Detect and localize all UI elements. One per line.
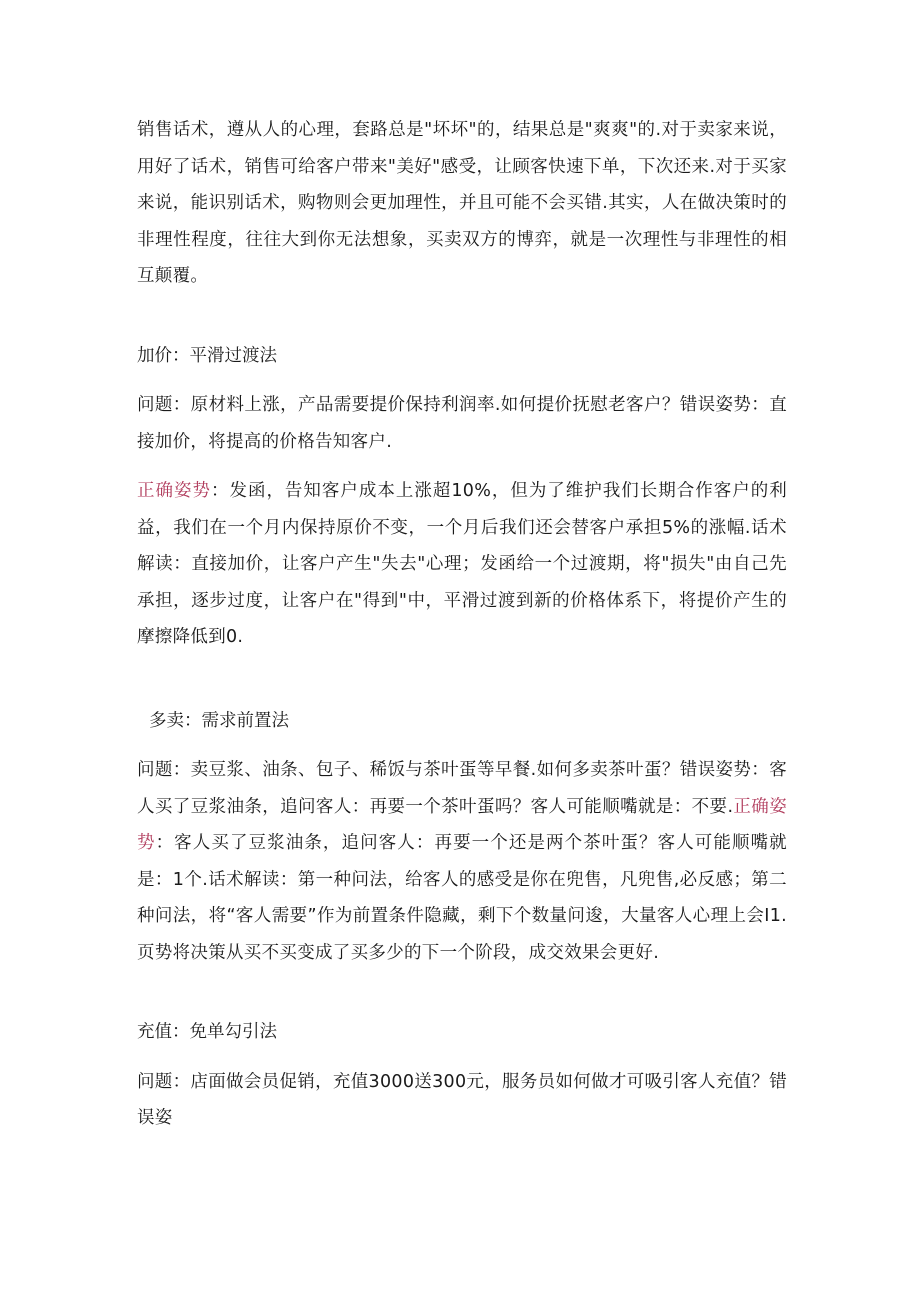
section-upsell-body — [137, 752, 787, 971]
section-title-recharge: 充值：免单勾引法 — [137, 1022, 277, 1042]
correct-approach-label: 正确姿势 — [137, 796, 787, 853]
spacer — [137, 656, 787, 703]
intro-paragraph: 销售话术，遵从人的心理，套路总是"坏坏"的，结果总是"爽爽"的.对于卖家来说，用好了话术，销售可给客户带来"美好"感受，让顾客快速下单，下次还来.对于买家来说，能识别话术，购物则会更加理性，并且可能不会买错.其实，人在做决策时的非理性程度，往往大到你无法想象，买卖双方的博弈，就是一次理性与非理性的相互颠覆。 — [137, 120, 787, 286]
spacer — [137, 1051, 787, 1064]
spacer — [137, 460, 787, 473]
section-price-problem: 问题：原材料上涨，产品需要提价保持利润率.如何提价抚慰老客户？错误姿势：直接加价，将提高的价格告知客户. — [137, 395, 787, 452]
section-upsell-text-before: 问题：卖豆浆、油条、包子、稀饭与茶叶蛋等早餐.如何多卖茶叶蛋？错误姿势：客人买了豆浆油条，追问客人：再要一个茶叶蛋吗？客人可能顺嘴就是：不要. — [137, 760, 787, 817]
section-recharge-problem: 问题：店面做会员促销，充值3000送300元，服务员如何做才可吸引客人充值？错误姿 — [137, 1071, 787, 1128]
section-upsell-text-after: ：客人买了豆浆油条，追问客人：再要一个还是两个茶叶蛋？客人可能顺嘴就是：1个.话术解读：第一种问法，给客人的感受是你在兜售，凡兜售,必反感；第二种问法，将“客人需要”作为前置条件隐藏，剩下个数量问逡，大量客人心理上会I1.页势将决策从买不买变成了买多少的下一个阶段，成交效果会更好. — [137, 833, 787, 963]
section-price-correct-text: ：发函，告知客户成本上涨超10%，但为了维护我们长期合作客户的利益，我们在一个月内保持原价不变，一个月后我们还会替客户承担5%的涨幅.话术解读：直接加价，让客户产生"失去"心理；发函给一个过渡期，将"损失"由自己先承担，逐步过度，让客户在"得到"中，平滑过渡到新的价格体系下，将提价产生的摩擦降低到0. — [137, 481, 787, 647]
document-page — [137, 112, 787, 1137]
spacer — [137, 739, 787, 752]
section-title-upsell: 多卖：需求前置法 — [149, 710, 289, 731]
spacer — [137, 971, 787, 1014]
section-title-price-increase: 加价：平滑过渡法 — [137, 345, 277, 366]
correct-approach-label: 正确姿势 — [137, 481, 211, 501]
section-price-correct — [137, 473, 787, 656]
spacer — [137, 374, 787, 387]
spacer — [137, 295, 787, 338]
